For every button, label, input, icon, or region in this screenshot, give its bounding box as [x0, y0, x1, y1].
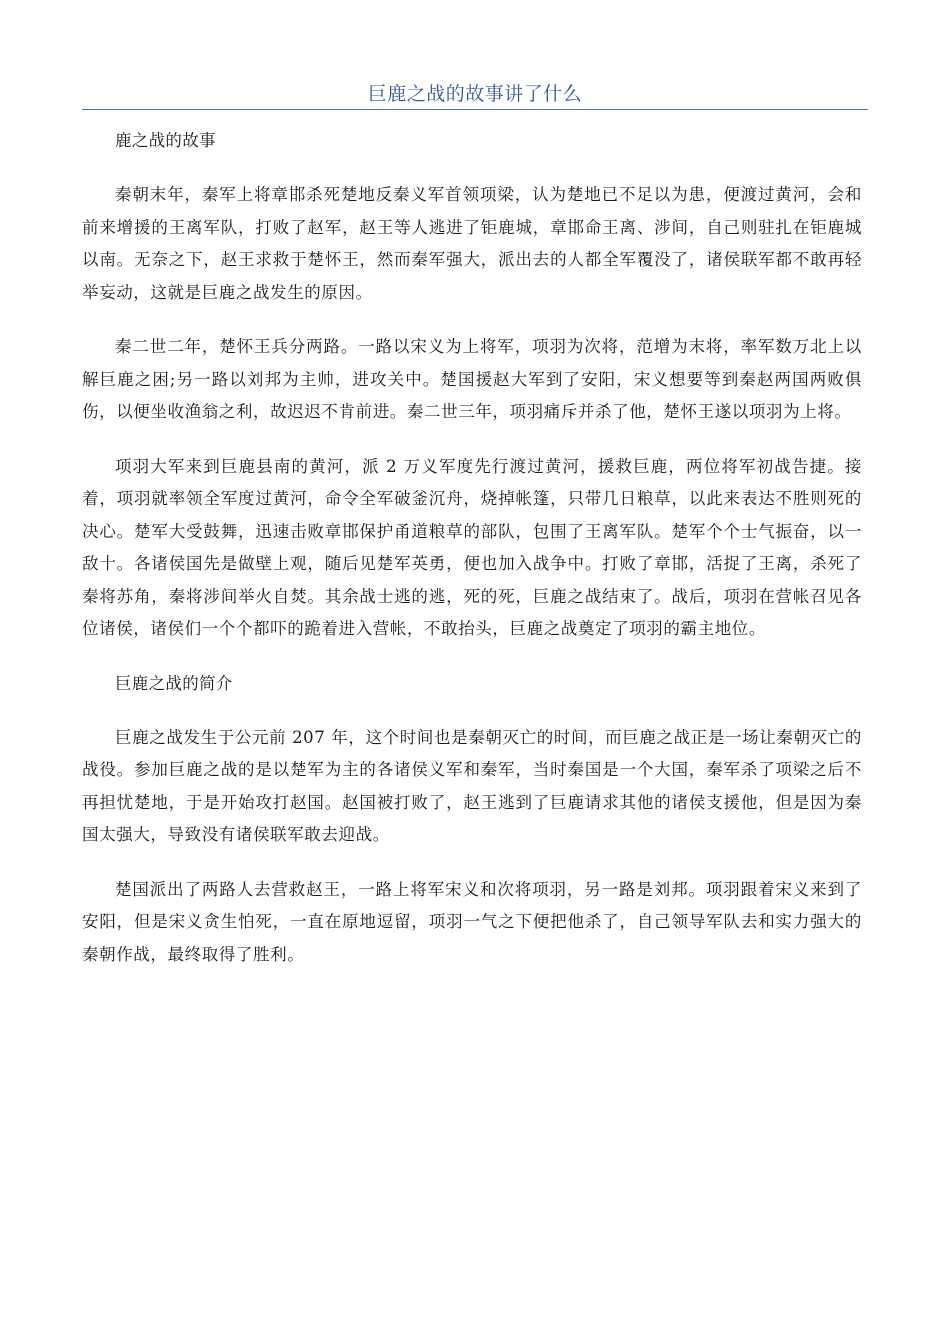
section-heading: 鹿之战的故事 [115, 131, 216, 150]
document-title: 巨鹿之战的故事讲了什么 [367, 83, 583, 105]
title-divider [82, 109, 868, 110]
paragraph: 秦朝末年，秦军上将章邯杀死楚地反秦义军首领项梁，认为楚地已不足以为患，便渡过黄河，会和前来增援的王离军队，打败了赵军，赵王等人逃进了钜鹿城，章邯命王离、涉间，自己则驻扎在钜鹿城以南。无奈之下，赵王求救于楚怀王，然而秦军强大，派出去的人都全军覆没了，诸侯联军都不敢再轻举妄动，这就是巨鹿之战发生的原因。 [82, 185, 862, 302]
section-heading: 巨鹿之战的简介 [115, 673, 233, 693]
paragraph: 巨鹿之战发生于公元前 207 年，这个时间也是秦朝灭亡的时间，而巨鹿之战正是一场让秦朝灭亡的战役。参加巨鹿之战的是以楚军为主的各诸侯义军和秦军，当时秦国是一个大国，秦军杀了项梁之后不再担忧楚地，于是开始攻打赵国。赵国被打败了，赵王逃到了巨鹿请求其他的诸侯支援他，但是因为秦国太强大，导致没有诸侯联军敢去迎战。 [82, 727, 862, 844]
document-body [82, 125, 862, 971]
paragraph: 秦二世二年，楚怀王兵分两路。一路以宋义为上将军，项羽为次将，范增为末将，率军数万北上以解巨鹿之困;另一路以刘邦为主帅，进攻关中。楚国援赵大军到了安阳，宋义想要等到秦赵两国两败俱伤，以便坐收渔翁之利，故迟迟不肯前进。秦二世三年，项羽痛斥并杀了他，楚怀王遂以项羽为上将。 [82, 337, 862, 421]
paragraph: 项羽大军来到巨鹿县南的黄河，派 2 万义军度先行渡过黄河，援救巨鹿，两位将军初战告捷。接着，项羽就率领全军度过黄河，命令全军破釜沉舟，烧掉帐篷，只带几日粮草，以此来表达不胜则死的决心。楚军大受鼓舞，迅速击败章邯保护甬道粮草的部队，包围了王离军队。楚军个个士气振奋，以一敌十。各诸侯国先是做壁上观，随后见楚军英勇，便也加入战争中。打败了章邯，活捉了王离，杀死了秦将苏角，秦将涉间举火自焚。其余战士逃的逃，死的死，巨鹿之战结束了。战后，项羽在营帐召见各位诸侯，诸侯们一个个都吓的跪着进入营帐，不敢抬头，巨鹿之战奠定了项羽的霸主地位。 [82, 456, 862, 638]
paragraph: 楚国派出了两路人去营救赵王，一路上将军宋义和次将项羽，另一路是刘邦。项羽跟着宋义来到了安阳，但是宋义贪生怕死，一直在原地逗留，项羽一气之下便把他杀了，自己领导军队去和实力强大的秦朝作战，最终取得了胜利。 [82, 879, 862, 964]
